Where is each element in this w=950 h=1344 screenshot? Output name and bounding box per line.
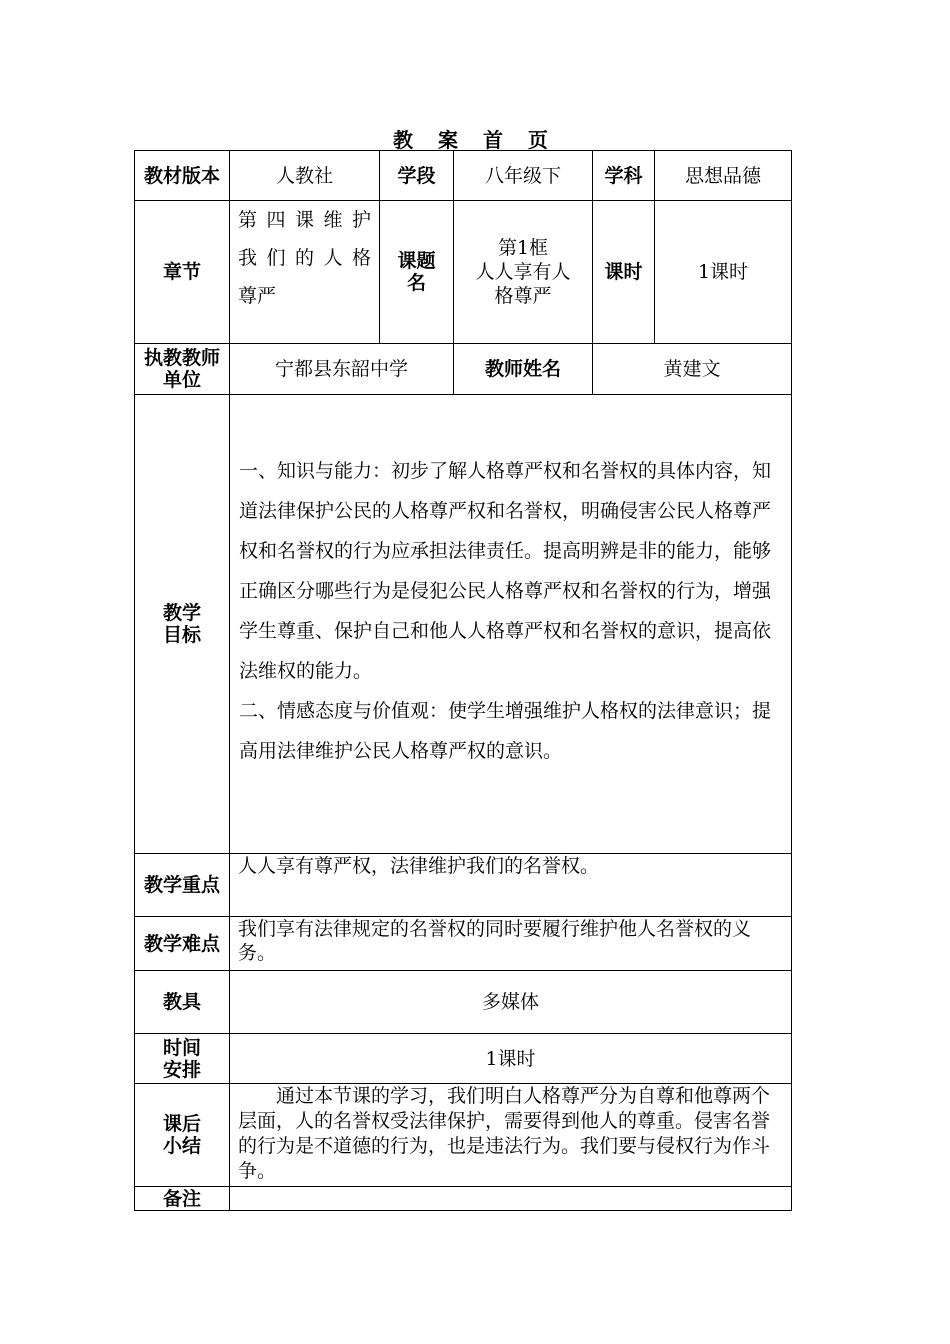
key-point-value: 人人享有尊严权，法律维护我们的名誉权。 <box>230 854 792 917</box>
teacher-label: 教师姓名 <box>454 344 593 395</box>
topic-value <box>454 201 593 344</box>
textbook-label: 教材版本 <box>135 151 230 201</box>
difficulty-label: 教学难点 <box>135 917 230 971</box>
objective-paragraph: 一、知识与能力：初步了解人格尊严权和名誉权的具体内容，知道法律保护公民的人格尊严权和名誉权，明确侵害公民人格尊严权和名誉权的行为应承担法律责任。提高明辨是非的能力，能够正确区分哪些行为是侵犯公民人格尊严权和名誉权的行为，增强学生尊重、保护自己和他人人格尊严权和名誉权的意识，提高依法维权的能力。 <box>239 460 772 682</box>
summary-value: 通过本节课的学习，我们明白人格尊严分为自尊和他尊两个层面，人的名誉权受法律保护，需要得到他人的尊重。侵害名誉的行为是不道德的行为，也是违法行为。我们要与侵权行为作斗争。 <box>230 1084 792 1187</box>
stage-value: 八年级下 <box>454 151 593 201</box>
row-key-point <box>135 854 792 917</box>
objectives-value <box>230 395 792 854</box>
row-difficulty <box>135 917 792 971</box>
notes-label: 备注 <box>135 1187 230 1211</box>
chapter-line: 尊严 <box>238 285 277 307</box>
hours-value: 1课时 <box>655 201 792 344</box>
lesson-plan-table <box>134 150 792 1211</box>
time-label: 时间安排 <box>135 1034 230 1084</box>
chapter-line: 第四课维护 <box>238 209 371 231</box>
difficulty-value: 我们享有法律规定的名誉权的同时要履行维护他人名誉权的义务。 <box>230 917 792 971</box>
teacher-value: 黄建文 <box>593 344 792 395</box>
stage-label: 学段 <box>380 151 454 201</box>
chapter-value <box>230 201 380 344</box>
topic-line: 人人享有人 <box>475 261 571 283</box>
row-objectives <box>135 395 792 854</box>
objective-paragraph: 二、情感态度与价值观：使学生增强维护人格权的法律意识；提高用法律维护公民人格尊严权的意识。 <box>239 700 772 762</box>
objectives-label: 教学目标 <box>135 395 230 854</box>
key-point-label: 教学重点 <box>135 854 230 917</box>
time-value: 1课时 <box>230 1034 792 1084</box>
tools-label: 教具 <box>135 971 230 1034</box>
summary-label: 课后小结 <box>135 1084 230 1187</box>
topic-label: 课题名 <box>380 201 454 344</box>
page-title: 教 案 首 页 <box>393 128 557 152</box>
row-chapter <box>135 201 792 344</box>
row-tools <box>135 971 792 1034</box>
row-school <box>135 344 792 395</box>
row-notes <box>135 1187 792 1211</box>
chapter-line: 我们的人格 <box>238 247 371 269</box>
row-summary <box>135 1084 792 1187</box>
notes-value <box>230 1187 792 1211</box>
school-label: 执教教师单位 <box>135 344 230 395</box>
subject-label: 学科 <box>593 151 655 201</box>
row-textbook <box>135 151 792 201</box>
tools-value: 多媒体 <box>230 971 792 1034</box>
subject-value: 思想品德 <box>655 151 792 201</box>
hours-label: 课时 <box>593 201 655 344</box>
textbook-value: 人教社 <box>230 151 380 201</box>
chapter-label: 章节 <box>135 201 230 344</box>
topic-line: 第1框 <box>497 237 549 259</box>
school-value: 宁都县东韶中学 <box>230 344 454 395</box>
row-time <box>135 1034 792 1084</box>
topic-line: 格尊严 <box>494 285 552 307</box>
